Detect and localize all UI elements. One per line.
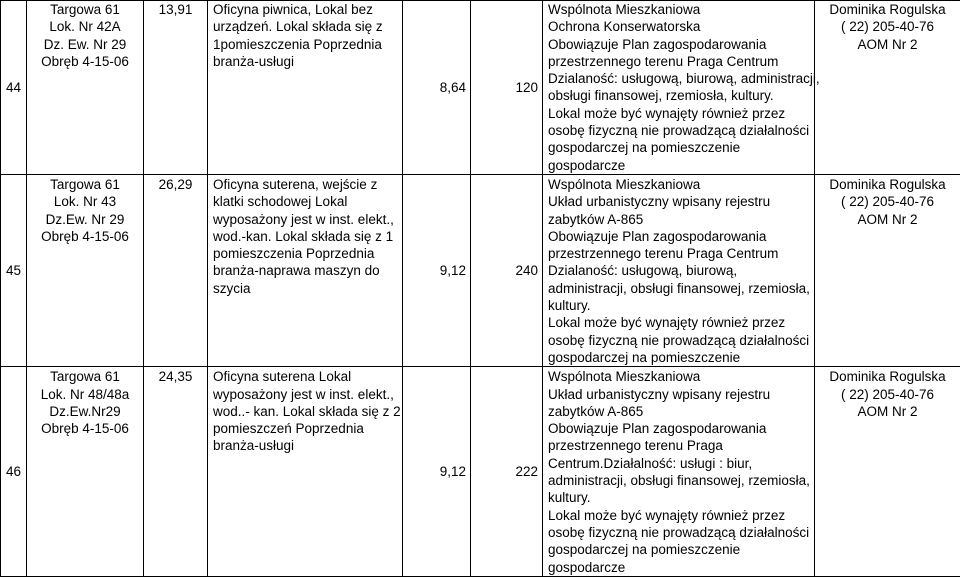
rent-cell: 222 xyxy=(471,367,543,577)
conditions-line: przestrzennego terenu Praga Centrum xyxy=(548,53,814,70)
conditions-line: kultury. xyxy=(548,489,814,506)
conditions-line: kultury. xyxy=(548,297,814,314)
row-number: 46 xyxy=(1,367,27,577)
conditions-line: Lokal może być wynajęty również przez xyxy=(548,105,814,122)
conditions-line: Obowiązuje Plan zagospodarowania xyxy=(548,420,814,437)
contact-phone: ( 22) 205-40-76 xyxy=(815,193,960,210)
conditions-line: Układ urbanistyczny wpisany rejestru xyxy=(548,386,814,403)
description-line: wyposażony jest w inst. elekt., xyxy=(213,211,402,228)
conditions-line: administracji, obsługi finansowej, rzemiosła, xyxy=(548,472,814,489)
description-line: wyposażony jest w inst. elekt., xyxy=(213,386,402,403)
conditions-line: gospodarczej na pomieszczenie xyxy=(548,349,814,366)
address-line: Lok. Nr 48/48a xyxy=(27,386,143,403)
conditions-line: Lokal może być wynajęty również przez xyxy=(548,507,814,524)
contact-cell xyxy=(815,1,960,175)
contact-phone: ( 22) 205-40-76 xyxy=(815,386,960,403)
description-line: klatki schodowej Lokal xyxy=(213,193,402,210)
address-line: Dz. Ew. Nr 29 xyxy=(27,36,143,53)
address-line: Targowa 61 xyxy=(27,176,143,193)
address-line: Targowa 61 xyxy=(27,1,143,18)
address-line: Lok. Nr 43 xyxy=(27,193,143,210)
address-line: Obręb 4-15-06 xyxy=(27,228,143,245)
conditions-line: gospodarcze xyxy=(548,559,814,576)
address-line: Dz.Ew. Nr 29 xyxy=(27,211,143,228)
contact-office: AOM Nr 2 xyxy=(815,36,960,53)
row-number: 44 xyxy=(1,1,27,175)
conditions-line: gospodarcze xyxy=(548,157,814,174)
conditions-line: przestrzennego terenu Praga Centrum xyxy=(548,245,814,262)
table-row xyxy=(1,174,960,366)
conditions-line: gospodarczej na pomieszczenie xyxy=(548,139,814,156)
conditions-line: Wspólnota Mieszkaniowa xyxy=(548,368,814,385)
table-row xyxy=(1,1,960,175)
address-cell xyxy=(27,1,144,175)
description-line: branża-usługi xyxy=(213,53,402,70)
contact-office: AOM Nr 2 xyxy=(815,211,960,228)
description-line: pomieszczenia Poprzednia xyxy=(213,245,402,262)
conditions-line: administracji, obsługi finansowej, rzemiosła, xyxy=(548,280,814,297)
address-line: Obręb 4-15-06 xyxy=(27,420,143,437)
conditions-line: Układ urbanistyczny wpisany rejestru xyxy=(548,193,814,210)
description-line: urządzeń. Lokal składa się z xyxy=(213,18,402,35)
contact-cell xyxy=(815,174,960,366)
area-cell: 24,35 xyxy=(144,367,208,577)
address-line: Dz.Ew.Nr29 xyxy=(27,403,143,420)
table-row xyxy=(1,367,960,577)
description-cell xyxy=(208,367,403,577)
row-number: 45 xyxy=(1,174,27,366)
rate-cell: 9,12 xyxy=(403,174,471,366)
conditions-line: zabytków A-865 xyxy=(548,403,814,420)
description-cell xyxy=(208,1,403,175)
description-line: Oficyna suterena, wejście z xyxy=(213,176,402,193)
address-line: Lok. Nr 42A xyxy=(27,18,143,35)
conditions-line: przestrzennego terenu Praga xyxy=(548,437,814,454)
contact-name: Dominika Rogulska xyxy=(815,1,960,18)
description-line: wod.-kan. Lokal składa się z 1 xyxy=(213,228,402,245)
area-cell: 13,91 xyxy=(144,1,208,175)
address-cell xyxy=(27,174,144,366)
description-line: Oficyna suterena Lokal xyxy=(213,368,402,385)
description-line: Oficyna piwnica, Lokal bez xyxy=(213,1,402,18)
description-cell xyxy=(208,174,403,366)
conditions-line: Obowiązuje Plan zagospodarowania xyxy=(548,228,814,245)
conditions-line: Lokal może być wynajęty również przez xyxy=(548,314,814,331)
rent-cell: 240 xyxy=(471,174,543,366)
conditions-line: osobę fizyczną nie prowadzącą działalności xyxy=(548,524,814,541)
rate-cell: 9,12 xyxy=(403,367,471,577)
address-cell xyxy=(27,367,144,577)
contact-name: Dominika Rogulska xyxy=(815,368,960,385)
conditions-line: osobę fizyczną nie prowadzącą działalności xyxy=(548,122,814,139)
rate-cell: 8,64 xyxy=(403,1,471,175)
conditions-line: gospodarczej na pomieszczenie xyxy=(548,541,814,558)
conditions-line: Dzialaność: usługową, biurową, administracji, xyxy=(548,70,814,87)
description-line: 1pomieszczenia Poprzednia xyxy=(213,36,402,53)
conditions-cell xyxy=(543,1,815,175)
description-line: szycia xyxy=(213,280,402,297)
description-line: branża-naprawa maszyn do xyxy=(213,262,402,279)
description-line: branża-usługi xyxy=(213,437,402,454)
contact-office: AOM Nr 2 xyxy=(815,403,960,420)
conditions-line: Centrum.Działalność: usługi : biur, xyxy=(548,455,814,472)
conditions-line: osobę fizyczną nie prowadzącą działalności xyxy=(548,332,814,349)
area-cell: 26,29 xyxy=(144,174,208,366)
conditions-line: Wspólnota Mieszkaniowa xyxy=(548,1,814,18)
conditions-line: Dzialaność: usługową, biurową, xyxy=(548,262,814,279)
description-line: pomieszczeń Poprzednia xyxy=(213,420,402,437)
contact-name: Dominika Rogulska xyxy=(815,176,960,193)
contact-phone: ( 22) 205-40-76 xyxy=(815,18,960,35)
conditions-line: zabytków A-865 xyxy=(548,211,814,228)
description-line: wod..- kan. Lokal składa się z 2 xyxy=(213,403,402,420)
address-line: Targowa 61 xyxy=(27,368,143,385)
conditions-line: obsługi finansowej, rzemiosła, kultury. xyxy=(548,87,814,104)
conditions-cell xyxy=(543,367,815,577)
contact-cell xyxy=(815,367,960,577)
address-line: Obręb 4-15-06 xyxy=(27,53,143,70)
conditions-cell xyxy=(543,174,815,366)
conditions-line: Wspólnota Mieszkaniowa xyxy=(548,176,814,193)
conditions-line: Obowiązuje Plan zagospodarowania xyxy=(548,36,814,53)
conditions-line: Ochrona Konserwatorska xyxy=(548,18,814,35)
rent-cell: 120 xyxy=(471,1,543,175)
